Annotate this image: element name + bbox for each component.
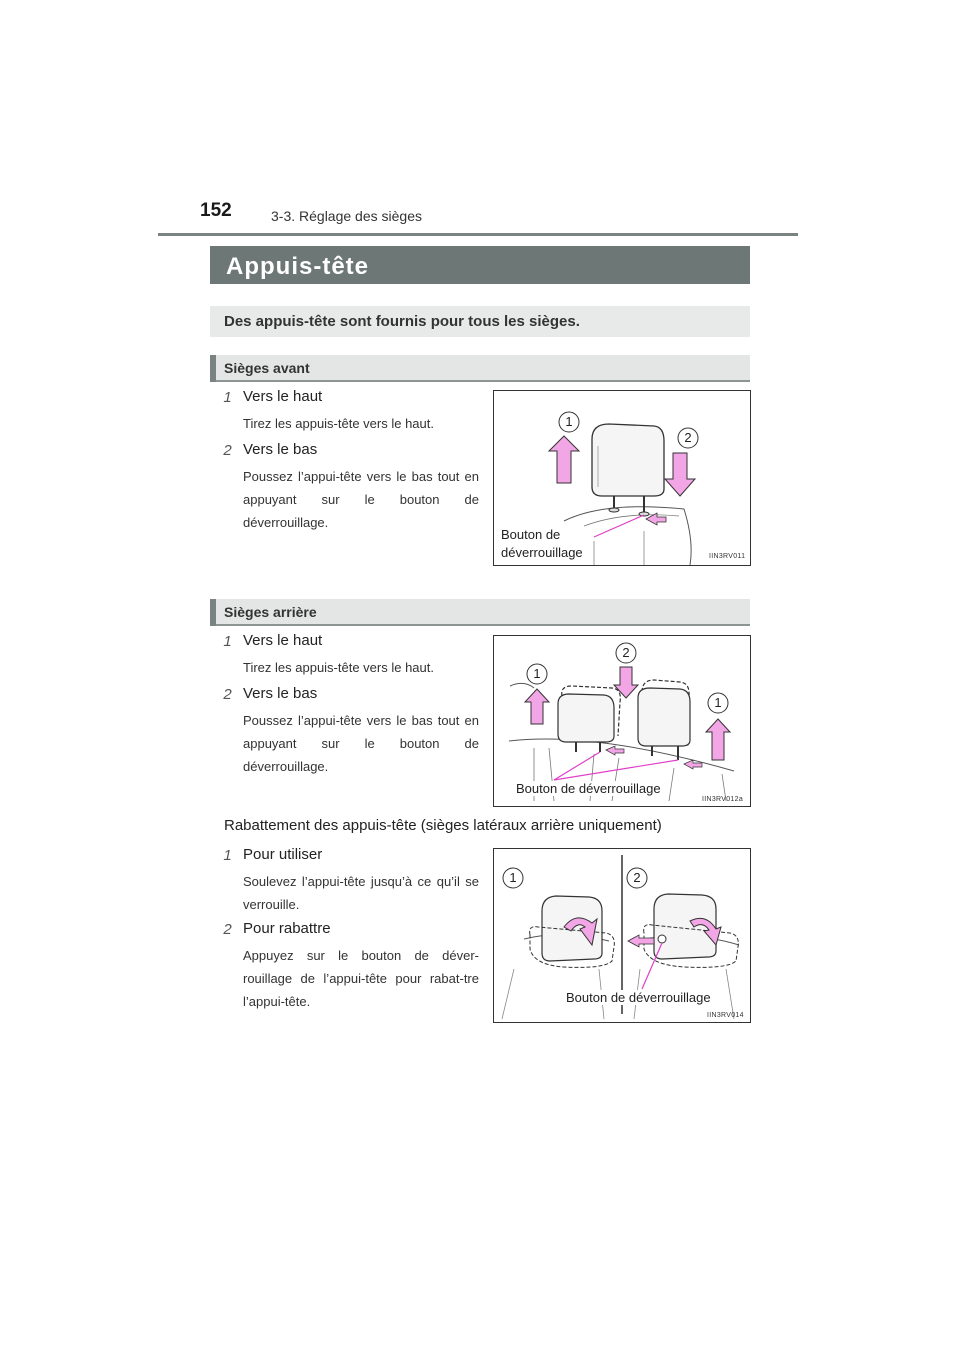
step-description: Soulevez l’appui-tête jusqu’à ce qu’il se verrouille. <box>243 874 479 912</box>
section-heading-text: Sièges avant <box>224 360 310 376</box>
folding-heading: Rabattement des appuis-tête (sièges latéraux arrière uniquement) <box>224 817 662 834</box>
figure-code: IIN3RV011 <box>709 553 746 560</box>
page-title-bar <box>210 246 750 284</box>
step-description: Poussez l’appui-tête vers le bas tout en appuyant sur le bouton de déverrouillage. <box>243 713 479 774</box>
page-number: 152 <box>200 200 232 221</box>
callout-number: 1 <box>714 695 722 710</box>
chapter-title: 3-3. Réglage des sièges <box>271 208 422 224</box>
step-title: Pour rabattre <box>243 920 331 937</box>
release-button-label: déverrouillage <box>501 545 583 560</box>
intro-box <box>210 306 750 337</box>
step-title: Pour utiliser <box>243 846 323 863</box>
callout-number: 1 <box>509 870 517 885</box>
callout-number: 1 <box>565 414 573 429</box>
release-button-label: Bouton de déverrouillage <box>516 781 661 796</box>
step-title: Vers le haut <box>243 388 323 405</box>
release-button-label: Bouton de <box>501 527 561 542</box>
figure-code: IIN3RV012a <box>702 796 744 803</box>
callout-number: 2 <box>622 645 630 660</box>
step-title: Vers le haut <box>243 632 323 649</box>
step-title: Vers le bas <box>243 685 318 702</box>
section-accent <box>210 599 216 626</box>
step-number: 1 <box>223 847 232 864</box>
step-number: 2 <box>223 921 232 938</box>
step-number: 2 <box>223 442 232 459</box>
section-heading-text: Sièges arrière <box>224 604 317 620</box>
step-description: Poussez l’appui-tête vers le bas tout en appuyant sur le bouton de déverrouillage. <box>243 469 479 530</box>
step-number: 1 <box>223 389 232 406</box>
callout-number: 2 <box>684 430 692 445</box>
section-heading-front-seats <box>210 355 750 382</box>
step-description: Tirez les appuis-tête vers le haut. <box>243 416 434 431</box>
section-heading-rear-seats <box>210 599 750 626</box>
page-title: Appuis-tête <box>226 253 369 280</box>
rear-headrest-figure <box>493 635 751 807</box>
section-accent <box>210 355 216 382</box>
callout-number: 2 <box>633 870 641 885</box>
step-title: Vers le bas <box>243 441 318 458</box>
figure-code: IIN3RV014 <box>707 1012 744 1019</box>
front-headrest-figure <box>493 390 751 566</box>
step-number: 2 <box>223 686 232 703</box>
intro-text: Des appuis-tête sont fournis pour tous les sièges. <box>224 313 580 330</box>
header-rule <box>158 233 798 236</box>
callout-number: 1 <box>533 666 541 681</box>
step-number: 1 <box>223 633 232 650</box>
step-description: Appuyez sur le bouton de déver-rouillage de l’appui-tête pour rabat-tre l’appui-tête. <box>243 948 479 1009</box>
release-button-label: Bouton de déverrouillage <box>566 990 711 1005</box>
step-description: Tirez les appuis-tête vers le haut. <box>243 660 434 675</box>
folding-headrest-figure <box>493 848 751 1023</box>
